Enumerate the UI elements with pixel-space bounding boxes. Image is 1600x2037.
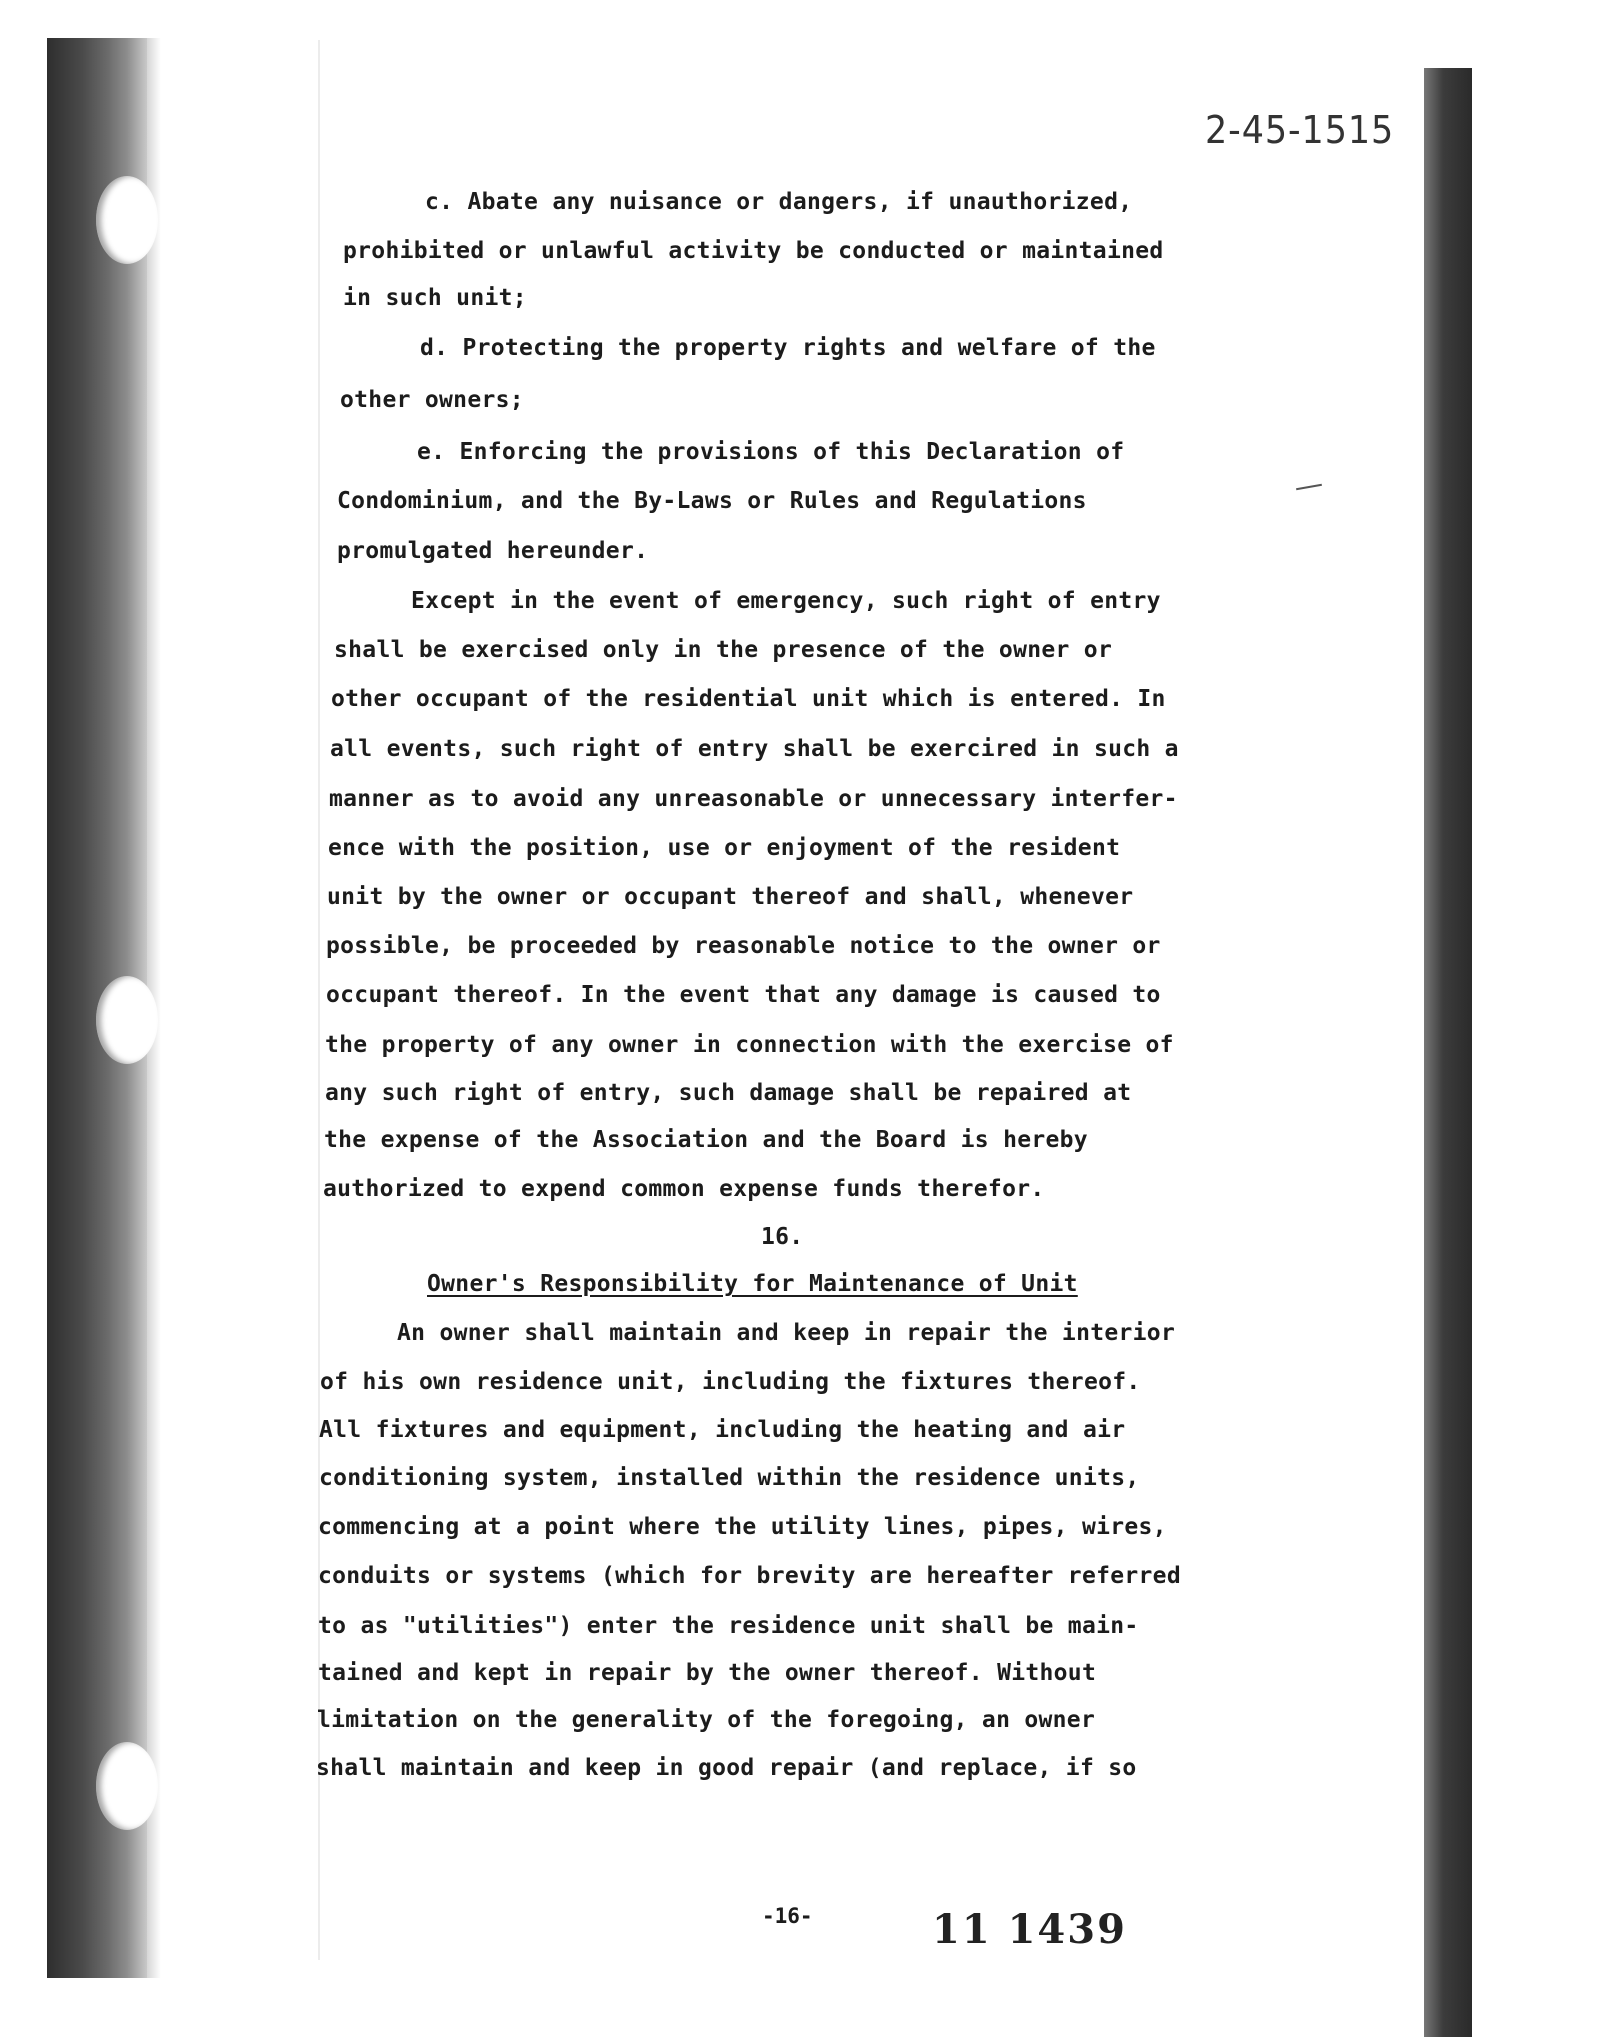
item-d-line-1: d. Protecting the property rights and welfare of the xyxy=(420,335,1156,361)
entry-paragraph-line: the property of any owner in connection with the exercise of xyxy=(325,1032,1174,1058)
binder-hole-top xyxy=(96,176,158,264)
entry-paragraph-line: any such right of entry, such damage shall be repaired at xyxy=(325,1080,1132,1106)
maintenance-paragraph-line: limitation on the generality of the foregoing, an owner xyxy=(317,1707,1096,1733)
item-e-line-1: e. Enforcing the provisions of this Declaration of xyxy=(417,439,1125,465)
section-heading: Owner's Responsibility for Maintenance of Unit xyxy=(427,1271,1078,1297)
maintenance-paragraph-line: of his own residence unit, including the fixtures thereof. xyxy=(320,1369,1141,1395)
item-c-line-3: in such unit; xyxy=(343,285,527,311)
entry-paragraph-line: ence with the position, use or enjoyment of the resident xyxy=(328,835,1121,861)
binder-hole-middle xyxy=(96,976,158,1064)
maintenance-paragraph-line: shall maintain and keep in good repair (and replace, if so xyxy=(316,1755,1137,1781)
entry-paragraph-line: manner as to avoid any unreasonable or unnecessary interfer- xyxy=(329,786,1178,812)
maintenance-paragraph-line: commencing at a point where the utility lines, pipes, wires, xyxy=(318,1514,1167,1540)
maintenance-paragraph-line: An owner shall maintain and keep in repair the interior xyxy=(397,1320,1176,1346)
maintenance-paragraph-line: All fixtures and equipment, including the heating and air xyxy=(319,1417,1126,1443)
entry-paragraph-line: authorized to expend common expense funds therefor. xyxy=(323,1176,1045,1202)
maintenance-paragraph-line: to as "utilities") enter the residence unit shall be main- xyxy=(318,1613,1139,1639)
maintenance-paragraph-line: conditioning system, installed within the residence units, xyxy=(319,1465,1140,1491)
maintenance-paragraph-line: tained and kept in repair by the owner thereof. Without xyxy=(318,1660,1097,1686)
entry-paragraph-line: occupant thereof. In the event that any damage is caused to xyxy=(326,982,1161,1008)
book-page-stamp: 11 1439 xyxy=(932,1906,1127,1953)
entry-paragraph-line: shall be exercised only in the presence of the owner or xyxy=(334,637,1113,663)
document-reference-number: 2-45-1515 xyxy=(1205,108,1395,152)
entry-paragraph-line: all events, such right of entry shall be exercired in such a xyxy=(330,736,1179,762)
entry-paragraph-line: other occupant of the residential unit which is entered. In xyxy=(331,686,1166,712)
scan-right-edge xyxy=(1424,68,1472,2037)
entry-paragraph-line: unit by the owner or occupant thereof and shall, whenever xyxy=(327,884,1134,910)
margin-mark xyxy=(1296,484,1322,490)
entry-paragraph-line: the expense of the Association and the Board is hereby xyxy=(324,1127,1088,1153)
item-e-line-2: Condominium, and the By-Laws or Rules and Regulations xyxy=(337,488,1087,514)
item-d-line-2: other owners; xyxy=(340,387,524,413)
binder-hole-bottom xyxy=(96,1742,158,1830)
section-number: 16. xyxy=(761,1224,804,1250)
page-number: -16- xyxy=(762,1904,813,1928)
item-c-line-1: c. Abate any nuisance or dangers, if unauthorized, xyxy=(425,189,1133,215)
entry-paragraph-line: Except in the event of emergency, such right of entry xyxy=(411,588,1161,614)
entry-paragraph-line: possible, be proceeded by reasonable notice to the owner or xyxy=(326,933,1161,959)
item-e-line-3: promulgated hereunder. xyxy=(337,538,649,564)
maintenance-paragraph-line: conduits or systems (which for brevity are hereafter referred xyxy=(318,1563,1181,1589)
item-c-line-2: prohibited or unlawful activity be conducted or maintained xyxy=(343,238,1164,264)
